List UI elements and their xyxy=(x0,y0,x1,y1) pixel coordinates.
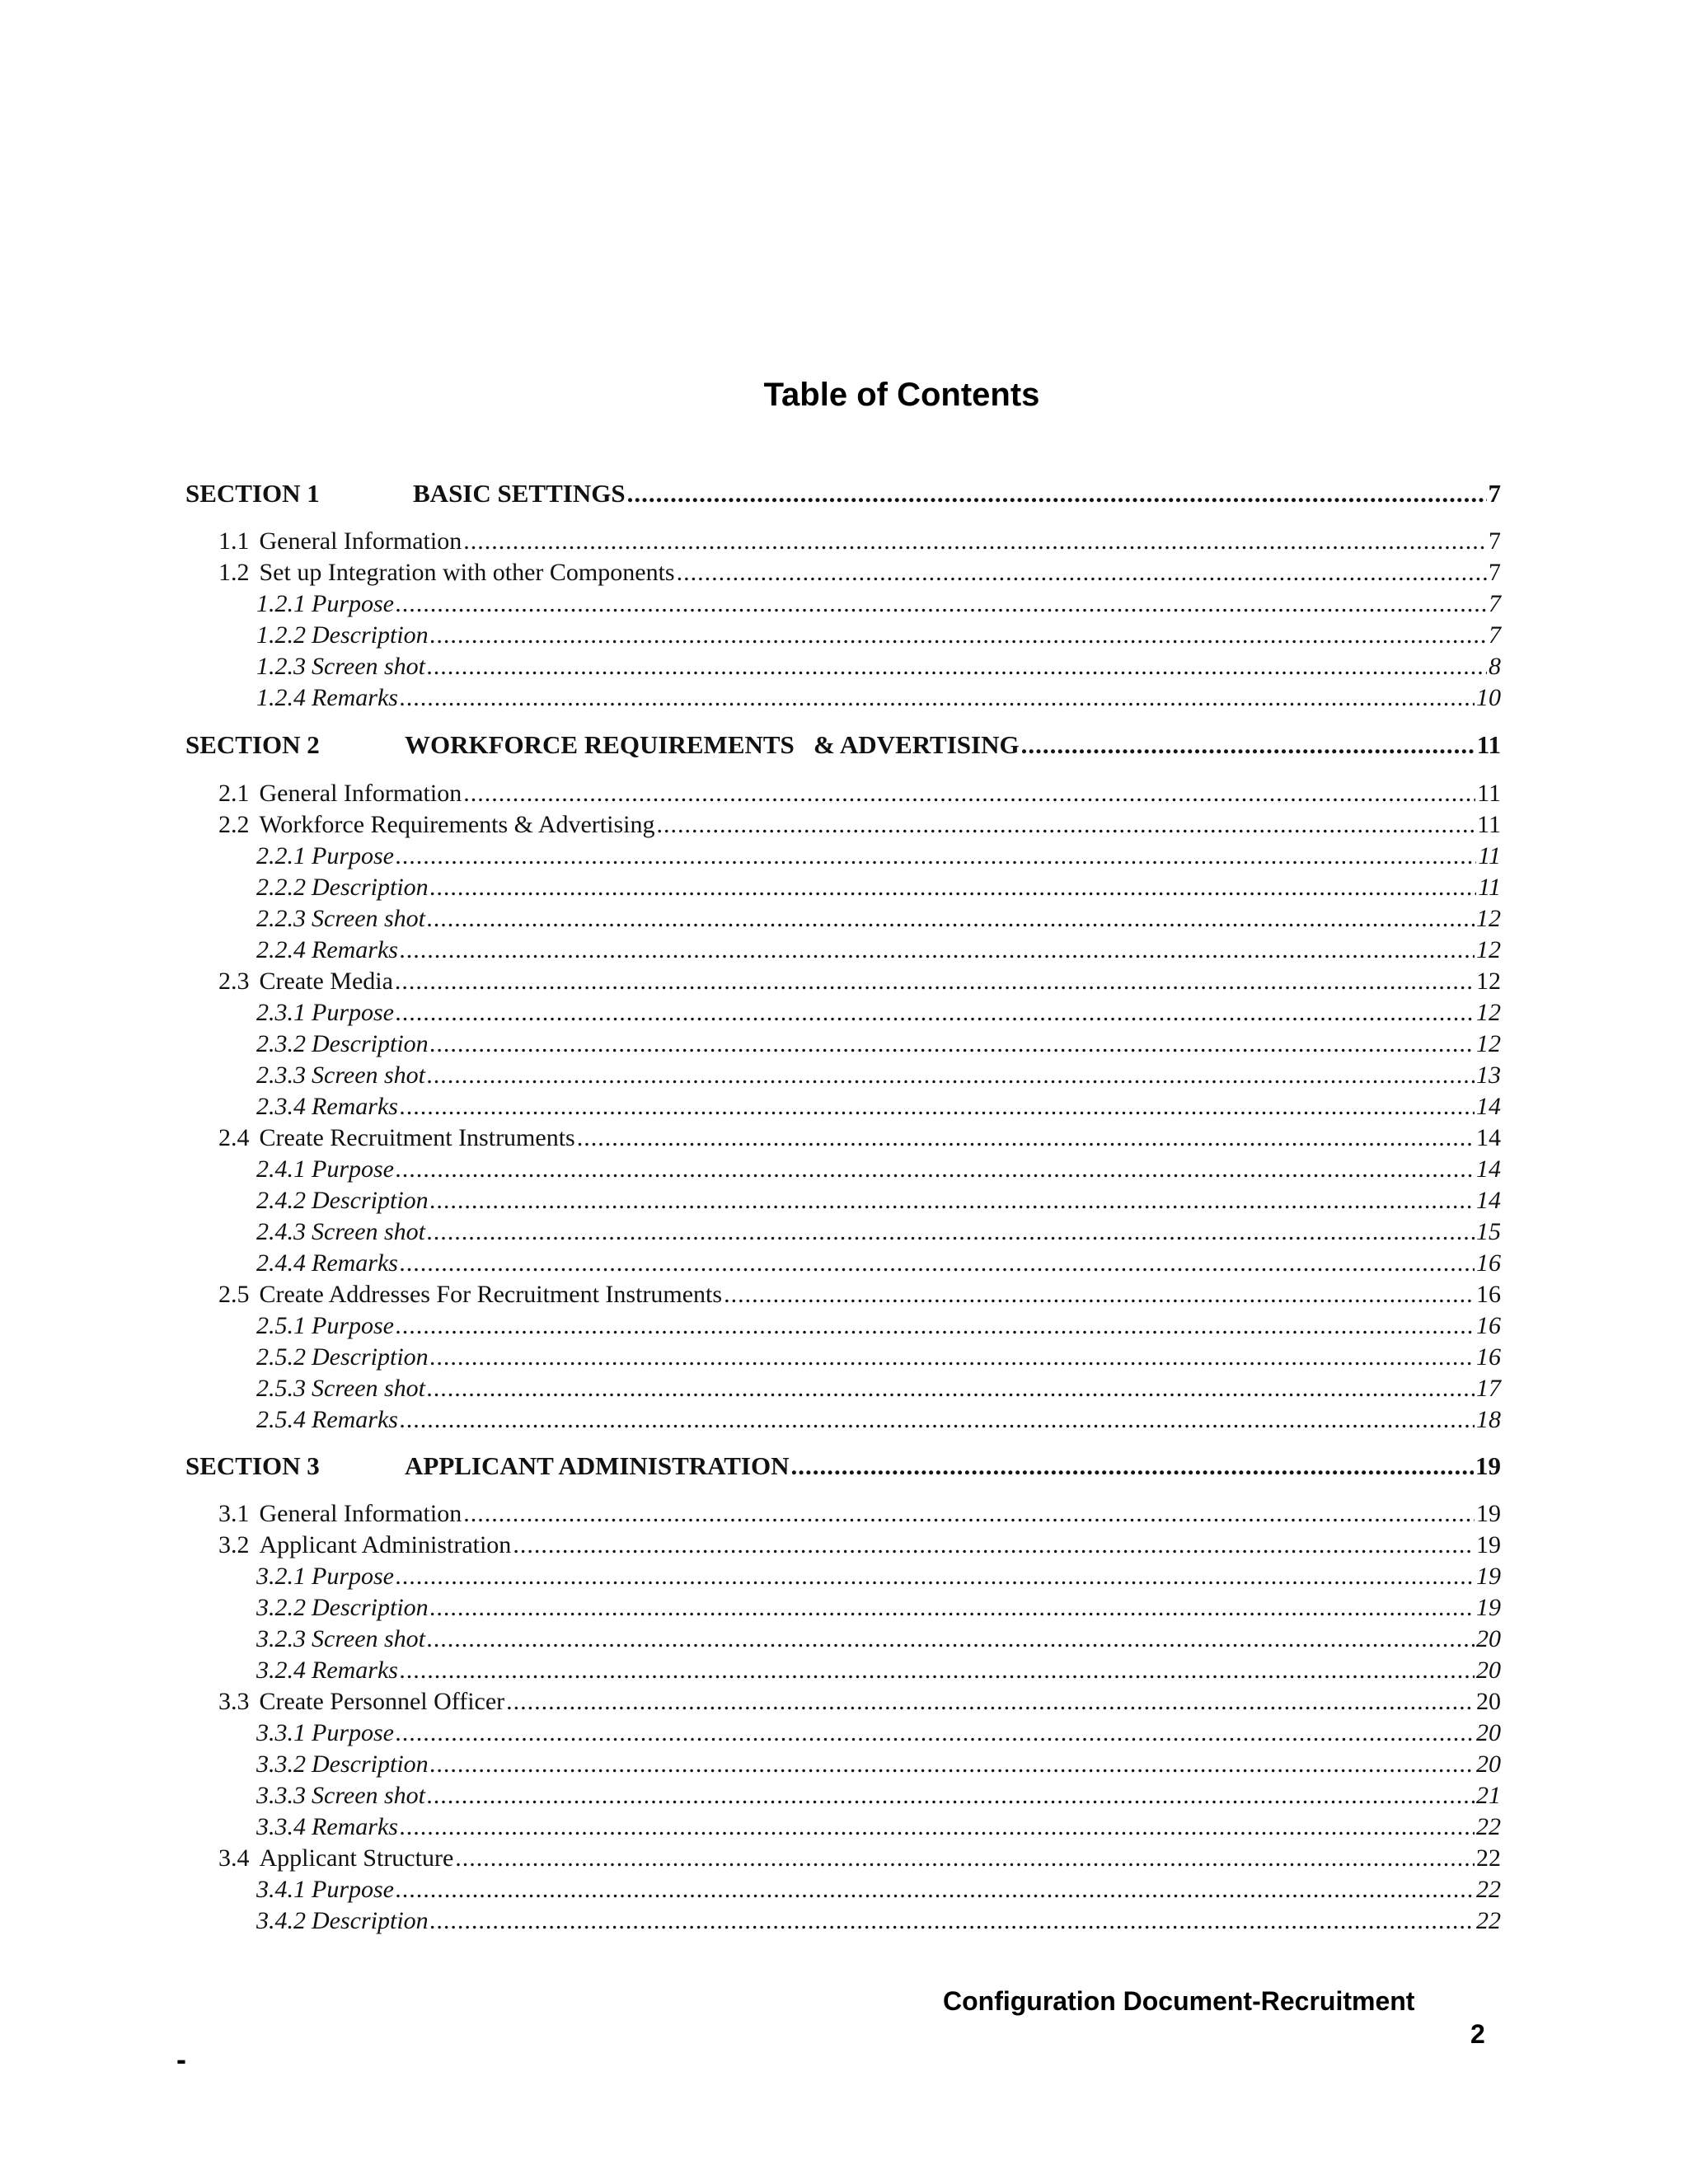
toc-page-number: 17 xyxy=(1476,1375,1501,1402)
toc-section-title: WORKFORCE REQUIREMENTS & ADVERTISING xyxy=(405,730,1020,759)
toc-entry-number: 2.2.3 xyxy=(256,905,306,932)
toc-subsubsection-row[interactable] xyxy=(185,686,1501,710)
toc-entry-number: 3.3.2 xyxy=(256,1750,306,1778)
toc-leader-dots xyxy=(396,844,1476,869)
toc-subsection-row[interactable] xyxy=(185,1126,1501,1151)
toc-entry-title: Description xyxy=(312,1030,429,1057)
toc-leader-dots xyxy=(463,529,1487,554)
toc-entry-title: Create Addresses For Recruitment Instruments xyxy=(259,1281,723,1308)
toc-subsubsection-row[interactable] xyxy=(185,1188,1501,1213)
toc-subsubsection-row[interactable] xyxy=(185,1063,1501,1088)
toc-entry-number: 3.4.1 xyxy=(256,1876,306,1903)
toc-page-number: 22 xyxy=(1476,1876,1501,1903)
toc-entry-number: 2.4.2 xyxy=(256,1187,306,1214)
toc-page-number: 14 xyxy=(1476,1093,1501,1120)
toc-entry-number: 2.4 xyxy=(218,1124,250,1151)
toc-entry-number: 2.3.4 xyxy=(256,1093,306,1120)
toc-page-number: 16 xyxy=(1476,1343,1501,1371)
toc-page-number: 16 xyxy=(1476,1281,1501,1308)
toc-section-number: SECTION 1 xyxy=(185,479,320,508)
toc-subsubsection-row[interactable] xyxy=(185,875,1501,900)
toc-leader-dots xyxy=(430,1909,1475,1933)
toc-leader-dots xyxy=(427,1376,1475,1401)
toc-leader-dots xyxy=(400,1094,1475,1119)
toc-leader-dots xyxy=(396,592,1487,616)
toc-entry-title: Workforce Requirements & Advertising xyxy=(259,811,655,838)
toc-entry-title: Purpose xyxy=(312,1155,394,1183)
toc-entry-title: Description xyxy=(312,1343,429,1371)
toc-entry-number: 2.3.3 xyxy=(256,1062,306,1089)
toc-subsubsection-row[interactable] xyxy=(185,1783,1501,1808)
toc-section-number: SECTION 2 xyxy=(185,730,320,759)
toc-page-number: 11 xyxy=(1476,730,1501,759)
toc-leader-dots xyxy=(430,1596,1475,1620)
toc-subsubsection-row[interactable] xyxy=(185,1564,1501,1589)
toc-page-number: 19 xyxy=(1476,1594,1501,1621)
footer-document-title: Configuration Document-Recruitment xyxy=(943,1986,1415,2016)
toc-page-number: 19 xyxy=(1475,1451,1501,1480)
toc-leader-dots xyxy=(427,1220,1475,1244)
toc-subsection-row[interactable] xyxy=(185,1282,1501,1307)
toc-leader-dots xyxy=(677,560,1487,585)
toc-page-number: 13 xyxy=(1476,1062,1501,1089)
toc-entry-title: General Information xyxy=(259,780,462,807)
toc-leader-dots xyxy=(427,654,1487,679)
toc-page-number: 11 xyxy=(1478,842,1501,869)
toc-leader-dots xyxy=(427,1627,1475,1652)
toc-entry-title: Applicant Administration xyxy=(259,1531,512,1558)
toc-entry-number: 3.2 xyxy=(218,1531,250,1558)
toc-leader-dots xyxy=(430,1032,1475,1057)
toc-entry-number: 3.1 xyxy=(218,1500,250,1527)
toc-subsubsection-row[interactable] xyxy=(185,938,1501,963)
toc-leader-dots xyxy=(427,1783,1475,1808)
footer-dash: - xyxy=(176,2042,186,2076)
toc-page-number: 12 xyxy=(1476,968,1501,995)
toc-entry-number: 2.5.4 xyxy=(256,1406,306,1433)
toc-section-row[interactable] xyxy=(185,1453,1501,1479)
toc-subsubsection-row[interactable] xyxy=(185,1157,1501,1182)
toc-leader-dots xyxy=(430,1345,1475,1370)
toc-entry-title: Create Personnel Officer xyxy=(259,1688,505,1715)
toc-leader-dots xyxy=(513,1533,1475,1558)
toc-entry-number: 3.2.2 xyxy=(256,1594,306,1621)
toc-entry-title: Description xyxy=(312,874,429,901)
toc-entry-title: Remarks xyxy=(312,1249,398,1277)
toc-subsection-row[interactable] xyxy=(185,781,1501,806)
toc-page-number: 12 xyxy=(1476,905,1501,932)
toc-leader-dots xyxy=(1021,732,1475,757)
toc-leader-dots xyxy=(396,1314,1475,1338)
toc-subsubsection-row[interactable] xyxy=(185,1345,1501,1370)
page-title: Table of Contents xyxy=(763,377,1040,413)
toc-entry-number: 3.4.2 xyxy=(256,1907,306,1934)
toc-entry-title: Purpose xyxy=(312,1563,394,1590)
toc-leader-dots xyxy=(627,480,1487,506)
toc-subsubsection-row[interactable] xyxy=(185,623,1501,648)
toc-page-number: 20 xyxy=(1476,1657,1501,1684)
toc-entry-title: Create Media xyxy=(259,968,393,995)
toc-entry-number: 1.2.1 xyxy=(256,590,306,617)
toc-subsection-row[interactable] xyxy=(185,1690,1501,1714)
toc-entry-number: 2.2.4 xyxy=(256,936,306,963)
toc-leader-dots xyxy=(396,1001,1475,1025)
toc-subsubsection-row[interactable] xyxy=(185,1220,1501,1244)
toc-subsubsection-row[interactable] xyxy=(185,1032,1501,1057)
toc-entry-number: 2.3 xyxy=(218,968,250,995)
toc-page-number: 20 xyxy=(1476,1688,1501,1715)
toc-entry-title: Screen shot xyxy=(312,653,426,680)
toc-entry-title: Purpose xyxy=(312,1312,394,1339)
toc-leader-dots xyxy=(430,875,1477,900)
toc-page-number: 12 xyxy=(1476,999,1501,1026)
toc-entry-number: 1.2.2 xyxy=(256,621,306,649)
toc-leader-dots xyxy=(400,1408,1475,1432)
toc-entry-title: Description xyxy=(312,1187,429,1214)
toc-page-number: 7 xyxy=(1489,559,1501,586)
toc-leader-dots xyxy=(396,1157,1475,1182)
toc-entry-title: Applicant Structure xyxy=(259,1844,454,1872)
toc-page-number: 15 xyxy=(1476,1218,1501,1245)
toc-subsection-row[interactable] xyxy=(185,1846,1501,1871)
toc-entry-number: 2.2.1 xyxy=(256,842,306,869)
toc-entry-number: 2.1 xyxy=(218,780,250,807)
toc-page-number: 20 xyxy=(1476,1625,1501,1652)
toc-page-number: 20 xyxy=(1476,1750,1501,1778)
toc-entry-number: 2.3.2 xyxy=(256,1030,306,1057)
toc-entry-title: Screen shot xyxy=(312,1218,426,1245)
toc-subsection-row[interactable] xyxy=(185,969,1501,994)
toc-section-title: APPLICANT ADMINISTRATION xyxy=(405,1451,790,1480)
toc-subsubsection-row[interactable] xyxy=(185,1877,1501,1902)
toc-entry-title: Purpose xyxy=(312,1719,394,1746)
toc-page-number: 16 xyxy=(1476,1312,1501,1339)
toc-entry-title: Remarks xyxy=(312,1813,398,1840)
toc-entry-title: Remarks xyxy=(312,684,398,711)
toc-page-number: 12 xyxy=(1476,1030,1501,1057)
toc-leader-dots xyxy=(506,1690,1475,1714)
toc-leader-dots xyxy=(430,623,1487,648)
toc-entry-title: Screen shot xyxy=(312,1375,426,1402)
toc-subsubsection-row[interactable] xyxy=(185,1251,1501,1276)
toc-subsubsection-row[interactable] xyxy=(185,592,1501,616)
toc-page-number: 20 xyxy=(1476,1719,1501,1746)
toc-page-number: 18 xyxy=(1476,1406,1501,1433)
toc-page-number: 7 xyxy=(1489,527,1501,555)
toc-entry-title: Description xyxy=(312,621,429,649)
toc-entry-title: Remarks xyxy=(312,936,398,963)
toc-entry-number: 2.5.3 xyxy=(256,1375,306,1402)
toc-section-number: SECTION 3 xyxy=(185,1451,320,1480)
toc-leader-dots xyxy=(400,938,1475,963)
toc-subsubsection-row[interactable] xyxy=(185,654,1501,679)
toc-entry-number: 3.3 xyxy=(218,1688,250,1715)
toc-subsubsection-row[interactable] xyxy=(185,1909,1501,1933)
toc-leader-dots xyxy=(400,1658,1475,1683)
toc-subsection-row[interactable] xyxy=(185,529,1501,554)
toc-entry-number: 3.3.4 xyxy=(256,1813,306,1840)
toc-page-number: 19 xyxy=(1476,1500,1501,1527)
footer-page-number: 2 xyxy=(1470,2019,1485,2049)
toc-entry-title: Screen shot xyxy=(312,905,426,932)
toc-page-number: 12 xyxy=(1476,936,1501,963)
toc-leader-dots xyxy=(656,813,1475,837)
toc-entry-title: Purpose xyxy=(312,1876,394,1903)
toc-page-number: 21 xyxy=(1476,1782,1501,1809)
toc-entry-title: Description xyxy=(312,1594,429,1621)
toc-entry-number: 1.2 xyxy=(218,559,250,586)
toc-subsubsection-row[interactable] xyxy=(185,1627,1501,1652)
toc-leader-dots xyxy=(463,1502,1475,1526)
toc-subsubsection-row[interactable] xyxy=(185,844,1501,869)
toc-subsubsection-row[interactable] xyxy=(185,1721,1501,1746)
toc-entry-title: Remarks xyxy=(312,1406,398,1433)
toc-subsubsection-row[interactable] xyxy=(185,907,1501,931)
toc-page-number: 22 xyxy=(1476,1844,1501,1872)
toc-entry-number: 1.2.3 xyxy=(256,653,306,680)
toc-leader-dots xyxy=(427,1063,1475,1088)
toc-subsubsection-row[interactable] xyxy=(185,1752,1501,1777)
toc-entry-number: 3.3.3 xyxy=(256,1782,306,1809)
toc-leader-dots xyxy=(400,1815,1475,1840)
toc-subsubsection-row[interactable] xyxy=(185,1658,1501,1683)
toc-entry-number: 3.3.1 xyxy=(256,1719,306,1746)
toc-leader-dots xyxy=(395,969,1475,994)
toc-entry-title: Screen shot xyxy=(312,1782,426,1809)
toc-leader-dots xyxy=(396,1721,1475,1746)
toc-entry-title: Set up Integration with other Components xyxy=(259,559,675,586)
toc-leader-dots xyxy=(455,1846,1475,1871)
toc-entry-number: 3.2.3 xyxy=(256,1625,306,1652)
toc-page-number: 11 xyxy=(1477,780,1501,807)
toc-entry-number: 2.2 xyxy=(218,811,250,838)
toc-page-number: 7 xyxy=(1489,590,1501,617)
toc-entry-title: Create Recruitment Instruments xyxy=(259,1124,575,1151)
toc-page-number: 19 xyxy=(1476,1531,1501,1558)
toc-leader-dots xyxy=(400,686,1475,710)
toc-entry-title: Purpose xyxy=(312,590,394,617)
toc-entry-number: 3.4 xyxy=(218,1844,250,1872)
toc-page-number: 14 xyxy=(1476,1155,1501,1183)
toc-page-number: 10 xyxy=(1476,684,1501,711)
toc-section-row[interactable] xyxy=(185,732,1501,757)
toc-entry-number: 2.2.2 xyxy=(256,874,306,901)
toc-entry-title: Purpose xyxy=(312,842,394,869)
toc-page-number: 14 xyxy=(1476,1187,1501,1214)
toc-entry-number: 2.4.1 xyxy=(256,1155,306,1183)
toc-entry-number: 2.4.4 xyxy=(256,1249,306,1277)
toc-leader-dots xyxy=(463,781,1475,806)
toc-section-row[interactable] xyxy=(185,480,1501,506)
toc-entry-number: 2.4.3 xyxy=(256,1218,306,1245)
toc-subsubsection-row[interactable] xyxy=(185,1094,1501,1119)
toc-page-number: 19 xyxy=(1476,1563,1501,1590)
toc-subsubsection-row[interactable] xyxy=(185,1815,1501,1840)
toc-leader-dots xyxy=(427,907,1475,931)
toc-leader-dots xyxy=(396,1564,1475,1589)
toc-page-number: 8 xyxy=(1489,653,1501,680)
toc-entry-number: 2.3.1 xyxy=(256,999,306,1026)
toc-entry-title: Remarks xyxy=(312,1093,398,1120)
toc-entry-title: General Information xyxy=(259,1500,462,1527)
toc-entry-title: Description xyxy=(312,1750,429,1778)
toc-page-number: 7 xyxy=(1489,621,1501,649)
toc-entry-title: Purpose xyxy=(312,999,394,1026)
toc-subsubsection-row[interactable] xyxy=(185,1408,1501,1432)
toc-page-number: 22 xyxy=(1476,1813,1501,1840)
toc-entry-number: 1.2.4 xyxy=(256,684,306,711)
toc-leader-dots xyxy=(791,1453,1475,1479)
toc-section-title: BASIC SETTINGS xyxy=(413,479,626,508)
toc-entry-title: Screen shot xyxy=(312,1062,426,1089)
toc-subsubsection-row[interactable] xyxy=(185,1596,1501,1620)
toc-entry-title: Description xyxy=(312,1907,429,1934)
toc-leader-dots xyxy=(577,1126,1475,1151)
toc-leader-dots xyxy=(724,1282,1475,1307)
toc-entry-number: 2.5.2 xyxy=(256,1343,306,1371)
toc-page-number: 11 xyxy=(1477,811,1501,838)
toc-subsection-row[interactable] xyxy=(185,560,1501,585)
toc-subsection-row[interactable] xyxy=(185,1533,1501,1558)
toc-entry-number: 3.2.4 xyxy=(256,1657,306,1684)
toc-leader-dots xyxy=(400,1251,1475,1276)
toc-page-number: 22 xyxy=(1476,1907,1501,1934)
toc-entry-number: 3.2.1 xyxy=(256,1563,306,1590)
toc-subsubsection-row[interactable] xyxy=(185,1314,1501,1338)
toc-page-number: 16 xyxy=(1476,1249,1501,1277)
toc-entry-title: Screen shot xyxy=(312,1625,426,1652)
toc-leader-dots xyxy=(396,1877,1475,1902)
toc-leader-dots xyxy=(430,1188,1475,1213)
toc-entry-number: 1.1 xyxy=(218,527,250,555)
toc-page-number: 7 xyxy=(1488,479,1501,508)
toc-page-number: 11 xyxy=(1478,874,1501,901)
toc-entry-number: 2.5 xyxy=(218,1281,250,1308)
toc-subsubsection-row[interactable] xyxy=(185,1376,1501,1401)
toc-page-number: 14 xyxy=(1476,1124,1501,1151)
toc-entry-title: General Information xyxy=(259,527,462,555)
toc-subsection-row[interactable] xyxy=(185,1502,1501,1526)
toc-entry-title: Remarks xyxy=(312,1657,398,1684)
toc-subsubsection-row[interactable] xyxy=(185,1001,1501,1025)
toc-entry-number: 2.5.1 xyxy=(256,1312,306,1339)
toc-subsection-row[interactable] xyxy=(185,813,1501,837)
toc-leader-dots xyxy=(430,1752,1475,1777)
